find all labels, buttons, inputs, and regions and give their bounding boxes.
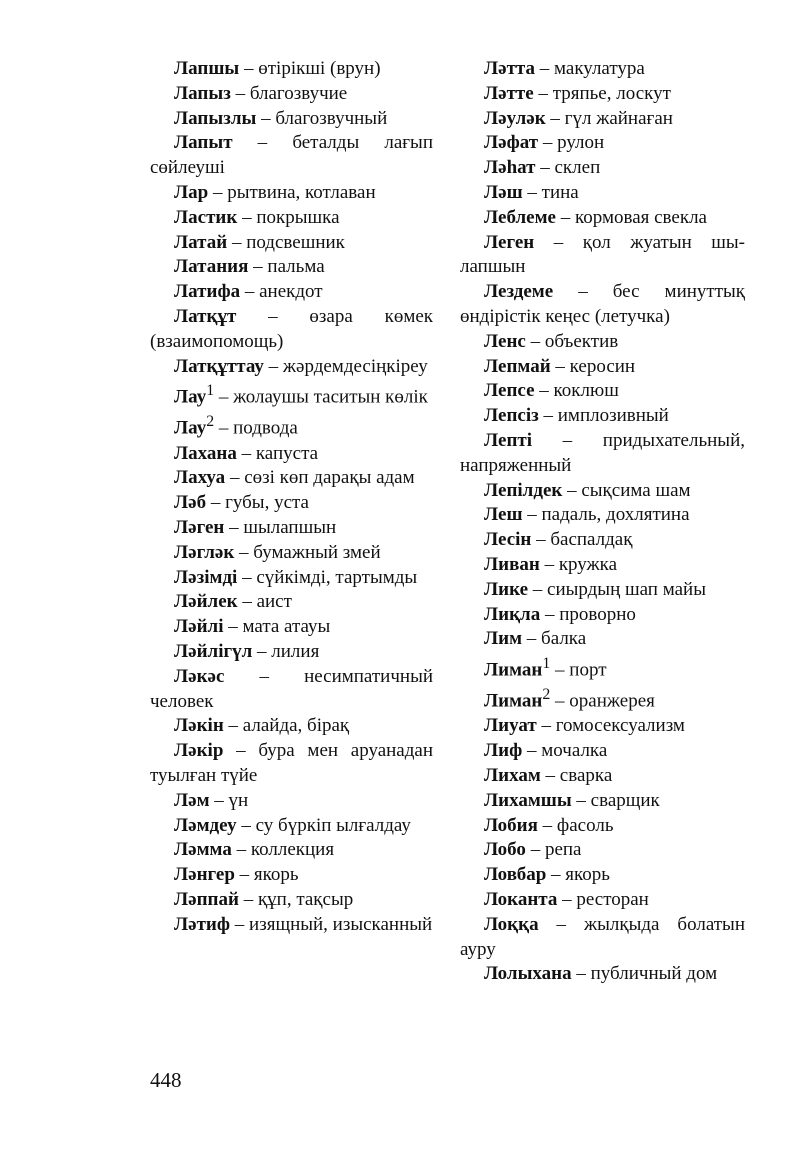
dictionary-entry: Лапшы – өтірікші (врун) [174,58,381,79]
entry-headword: Ләзімді [174,566,238,588]
dictionary-entry: Ләмма – коллекция [174,839,335,861]
entry-headword: Ләппай [174,888,239,910]
entry-definition: өтірікші (врун) [258,58,381,79]
dictionary-entry: Лапыт – беталды лағып сөйлеуші [150,132,433,179]
entry-definition: сварка [559,764,613,786]
entry-headword: Ләген [174,517,225,538]
dictionary-entry: Ләгләк – бумажный змей [174,541,381,563]
entry-definition: покрышка [256,206,340,228]
dictionary-entry: Ләген – шылапшын [174,517,337,538]
entry-definition: изящный, изысканный [249,913,433,935]
dictionary-entry: Лахана – капуста [174,442,319,464]
dictionary-entry: Лихам – сварка [484,764,613,786]
entry-definition: губы, уста [225,492,309,514]
dictionary-entry: Лау$^2$ – подвода [174,413,298,439]
entry-definition: сықсима шам [581,479,691,501]
entry-sense-number: 2 [206,413,215,431]
entry-headword: Ләм [174,789,210,811]
dictionary-entry: Ливан – кружка [484,553,618,575]
dictionary-entry: Ловбар – якорь [484,864,610,886]
entry-headword: Латифа [174,281,241,303]
dictionary-entry: Лоққа – жылқыда болатын ауру [460,913,745,960]
entry-headword: Ләкін [174,715,224,737]
entry-headword: Лолыхана [484,963,572,985]
entry-definition: рулон [557,132,605,154]
dictionary-entry: Лепті – придыхательный, напряженный [460,429,745,476]
dictionary-entry: Латифа – анекдот [174,281,323,303]
dictionary-entry: Лепсе – коклюш [484,380,619,402]
dictionary-entry: Латқұт – өзара көмек (взаимопомощь) [150,305,434,352]
entry-definition: склеп [554,157,601,179]
entry-definition: макулатура [554,58,645,79]
entry-headword: Лоққа [484,913,539,935]
entry-headword: Ләш [484,181,523,203]
entry-definition: коллекция [250,839,335,861]
entry-headword: Ливан [484,553,540,575]
entry-headword: Ләйлі [174,616,224,638]
entry-headword: Лесін [484,529,532,551]
dictionary-entry: Лиқла – проворно [484,603,636,625]
dictionary-entry: Лобо – репа [484,839,582,861]
entry-headword: Лахана [174,442,237,464]
entry-headword: Лапшы [174,58,240,79]
entry-definition: алайда, бірақ [242,715,350,737]
entry-headword: Лепсіз [484,405,539,427]
dictionary-entry: Латания – пальма [174,256,325,278]
entry-definition: бумажный змей [253,541,381,563]
entry-headword: Лепті [484,429,533,451]
entry-definition: бес минуттық өндірістік кеңес (летучка) [460,281,746,327]
entry-definition: якорь [253,864,299,886]
entry-headword: Лим [484,628,523,650]
entry-headword: Лиман [484,690,543,712]
dictionary-entry: Ләтте – тряпье, лоскут [484,82,671,104]
dictionary-entry: Лобия – фасоль [484,814,614,836]
entry-headword: Лиуат [484,715,537,737]
entry-definition: падаль, дохлятина [541,504,690,526]
dictionary-entry: Лахуа – сөзі көп дарақы адам [174,467,415,489]
entry-definition: имплозивный [557,405,669,427]
dictionary-entry: Ләйлек – аист [174,591,292,613]
entry-headword: Лапыт [174,132,233,154]
entry-headword: Лапыз [174,82,231,104]
dictionary-entry: Ләнгер – якорь [174,864,299,886]
dictionary-entry: Лау$^1$ – жолаушы таситын көлік [174,382,428,408]
entry-headword: Лике [484,578,529,600]
entry-sense-number: 1 [542,655,551,673]
entry-definition: өзара көмек (взаимопомощь) [150,305,434,352]
dictionary-entry: Ләфат – рулон [484,132,605,154]
dictionary-entry: Лапыз – благозвучие [174,82,348,104]
entry-definition: сиырдың шап майы [547,578,706,600]
entry-definition: қол жуатын шылапшын [460,231,745,278]
entry-definition: тина [541,181,579,203]
right-column [460,57,745,987]
entry-headword: Ловбар [484,864,547,886]
dictionary-entry: Леблеме – кормовая свекла [484,206,707,228]
entry-definition: жылқыда болатын ауру [460,913,745,960]
entry-definition: жәрдемдесіңкіреу [282,355,428,377]
entry-definition: благозвучный [275,107,388,129]
entry-headword: Лихамшы [484,789,572,811]
entry-definition: тряпье, лоскут [552,82,671,104]
entry-headword: Леблеме [484,206,556,228]
dictionary-entry: Ләйлігүл – лилия [174,640,320,662]
dictionary-entry: Лике – сиырдың шап майы [484,578,706,600]
entry-definition: благозвучие [249,82,348,104]
entry-definition: балка [541,628,587,650]
dictionary-entry: Лепілдек – сықсима шам [484,479,691,501]
entry-headword: Латания [174,256,249,278]
dictionary-entry: Ләзімді – сүйкімді, тартымды [174,566,418,588]
entry-definition: құп, тақсыр [257,888,354,910]
dictionary-entry: Латай – подсвешник [174,231,345,253]
entry-headword: Ләкәс [174,665,225,687]
entry-definition: публичный дом [590,963,718,985]
dictionary-entry: Лесін – баспалдақ [484,529,633,551]
dictionary-entry: Ләтиф – изящный, изысканный [174,913,433,935]
entry-headword: Ләнгер [174,864,235,886]
entry-definition: сөзі көп дарақы адам [244,467,415,489]
entry-definition: капуста [255,442,319,464]
entry-definition: якорь [565,864,610,886]
entry-headword: Латқұттау [174,355,264,377]
entry-headword: Ләуләк [484,107,546,129]
entry-sense-number: 2 [542,686,551,704]
entry-headword: Ләйлек [174,591,238,613]
entry-definition: гомосексуализм [555,715,685,737]
entry-headword: Ләтте [484,82,534,104]
dictionary-entry: Лапызлы – благозвучный [174,107,388,129]
entry-headword: Латқұт [174,305,237,327]
entry-headword: Ләмдеу [174,814,237,836]
entry-definition: гүл жайнаған [564,107,673,129]
dictionary-entry: Леген – қол жуатын шылапшын [460,231,745,278]
dictionary-entry: Ләкәс – несимпатичный человек [150,665,433,712]
entry-definition: подсвешник [246,231,345,253]
entry-headword: Лепілдек [484,479,563,501]
entry-definition: проворно [559,603,636,625]
entry-headword: Лапызлы [174,107,257,129]
entry-headword: Лахуа [174,467,226,489]
entry-headword: Лиф [484,740,523,762]
entry-headword: Ләтта [484,58,535,79]
dictionary-entry: Ләйлі – мата атауы [174,616,331,638]
entry-definition: фасоль [556,814,614,836]
dictionary-entry: Лепсіз – имплозивный [484,405,669,427]
entry-definition: аист [256,591,292,613]
entry-headword: Ләһат [484,157,536,179]
entry-definition: кружка [558,553,618,575]
entry-headword: Лихам [484,764,541,786]
entry-headword: Лиман [484,659,543,681]
entry-definition: лилия [271,640,320,662]
entry-headword: Леген [484,231,535,253]
dictionary-entry: Лиуат – гомосексуализм [484,715,685,737]
entry-definition: рытвина, котлаван [227,181,376,203]
entry-definition: ресторан [576,888,649,910]
entry-sense-number: 1 [206,382,215,400]
entry-headword: Ләкір [174,740,224,762]
entry-headword: Латай [174,231,228,253]
dictionary-entry: Лихамшы – сварщик [484,789,660,811]
dictionary-entry: Лепмай – керосин [484,355,636,377]
dictionary-entry: Ластик – покрышка [174,206,340,228]
entry-definition: порт [569,659,607,681]
dictionary-entry: Ләуләк – гүл жайнаған [484,107,673,129]
dictionary-entry: Лездеме – бес минуттық өндірістік кеңес (летучка) [460,281,746,327]
entry-definition: бура мен аруанадан туылған түйе [150,740,433,786]
dictionary-entry: Ләб – губы, уста [174,492,309,514]
entry-headword: Ластик [174,206,238,228]
left-column [150,57,433,938]
dictionary-entry: Лиман$^1$ – порт [484,655,607,681]
entry-headword: Лездеме [484,281,554,303]
entry-definition: несимпатичный человек [150,665,433,712]
entry-headword: Ленс [484,330,526,352]
dictionary-entry: Леш – падаль, дохлятина [484,504,690,526]
entry-definition: сүйкімді, тартымды [256,566,418,588]
dictionary-entry: Ләтта – макулатура [484,58,645,79]
dictionary-entry: Ләш – тина [484,181,579,203]
entry-definition: репа [544,839,582,861]
entry-headword: Лау [174,386,207,408]
entry-headword: Лар [174,181,209,203]
entry-headword: Ләйлігүл [174,640,253,662]
entry-definition: анекдот [259,281,323,303]
entry-headword: Локанта [484,888,558,910]
entry-definition: оранжерея [569,690,655,712]
entry-headword: Ләб [174,492,207,514]
entry-headword: Ләфат [484,132,539,154]
entry-definition: кормовая свекла [574,206,707,228]
dictionary-entry: Лим – балка [484,628,587,650]
entry-headword: Лау [174,417,207,439]
entry-definition: придыхательный, напряженный [460,429,745,476]
dictionary-entry: Ләкін – алайда, бірақ [174,715,350,737]
entry-headword: Лобо [484,839,526,861]
entry-definition: объектив [544,330,619,352]
dictionary-entry: Локанта – ресторан [484,888,649,910]
entry-headword: Леш [484,504,523,526]
entry-definition: керосин [569,355,636,377]
page-number: 448 [150,1068,182,1092]
entry-headword: Ләтиф [174,913,231,935]
dictionary-entry: Ләппай – құп, тақсыр [174,888,354,910]
entry-headword: Лиқла [484,603,541,625]
dictionary-entry: Лиман$^2$ – оранжерея [484,686,655,712]
dictionary-entry: Ләмдеу – су бүркіп ылғалдау [174,814,411,836]
entry-headword: Ләгләк [174,541,235,563]
dictionary-entry: Лар – рытвина, котлаван [174,181,376,203]
entry-headword: Лобия [484,814,538,836]
entry-definition: жолаушы таситын көлік [233,386,428,408]
entry-definition: мата атауы [242,616,331,638]
entry-definition: коклюш [553,380,619,402]
entry-definition: су бүркіп ылғалдау [255,814,411,836]
dictionary-entry: Ләм – үн [174,789,249,811]
entry-definition: мочалка [541,740,608,762]
entry-definition: подвода [233,417,298,439]
dictionary-entry: Ленс – объектив [484,330,619,352]
entry-definition: баспалдақ [550,529,633,551]
dictionary-entry: Лиф – мочалка [484,740,608,762]
entry-definition: шылапшын [243,517,337,538]
entry-headword: Лепмай [484,355,551,377]
dictionary-entry: Латқұттау – жәрдемдесіңкіреу [174,355,428,377]
dictionary-entry: Лолыхана – публичный дом [484,963,718,985]
entry-definition: беталды лағып сөйлеуші [150,132,433,179]
entry-definition: сварщик [590,789,660,811]
dictionary-entry: Ләһат – склеп [484,157,601,179]
dictionary-entry: Ләкір – бура мен аруанадан туылған түйе [150,740,433,786]
entry-headword: Лепсе [484,380,535,402]
entry-definition: пальма [267,256,325,278]
entry-headword: Ләмма [174,839,232,861]
entry-definition: үн [228,789,249,811]
